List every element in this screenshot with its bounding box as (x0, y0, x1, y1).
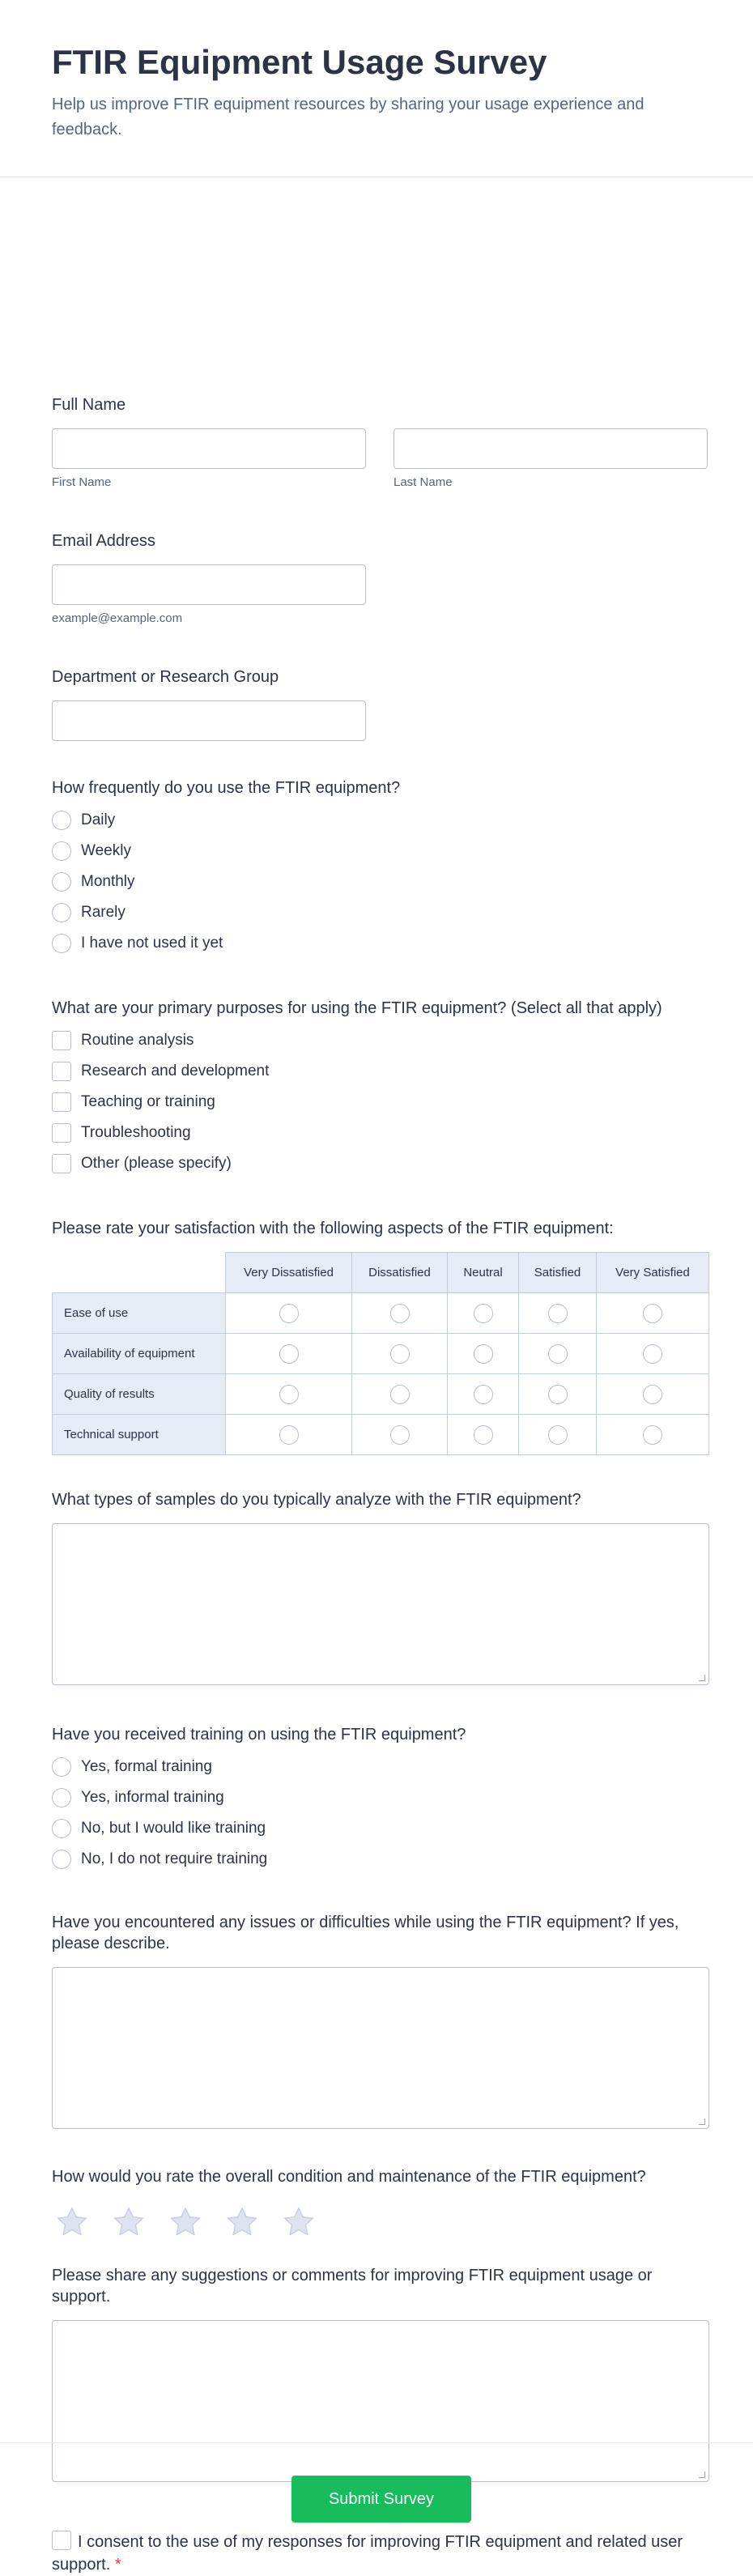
matrix-row-label: Ease of use (53, 1293, 226, 1334)
star-icon[interactable] (279, 2202, 319, 2242)
radio-button[interactable] (52, 1788, 71, 1807)
matrix-corner (53, 1253, 226, 1293)
resize-handle-icon[interactable] (699, 1675, 705, 1681)
issues-label: Have you encountered any issues or difficulties while using the FTIR equipment? If yes, please describe. (52, 1914, 679, 1952)
matrix-column-header: Neutral (448, 1253, 519, 1293)
matrix-radio[interactable] (279, 1385, 299, 1404)
radio-button[interactable] (52, 1757, 71, 1777)
full-name-label: Full Name (52, 396, 126, 414)
matrix-radio[interactable] (279, 1344, 299, 1364)
training-option-informal[interactable]: Yes, informal training (52, 1782, 709, 1813)
checkbox[interactable] (52, 1123, 71, 1143)
matrix-radio[interactable] (474, 1385, 493, 1404)
matrix-radio[interactable] (279, 1425, 299, 1445)
email-question (52, 530, 709, 625)
form-footer (0, 2442, 753, 2563)
radio-button[interactable] (52, 841, 71, 861)
matrix-row (53, 1415, 709, 1455)
matrix-row (53, 1334, 709, 1374)
frequency-option-not-used[interactable]: I have not used it yet (52, 928, 709, 959)
radio-button[interactable] (52, 811, 71, 830)
purposes-label: What are your primary purposes for using the FTIR equipment? (Select all that apply) (52, 999, 662, 1017)
star-icon[interactable] (108, 2202, 149, 2242)
checkbox[interactable] (52, 1062, 71, 1081)
email-input[interactable] (52, 564, 366, 605)
matrix-radio[interactable] (279, 1304, 299, 1323)
purpose-option-research[interactable]: Research and development (52, 1056, 709, 1087)
submit-button[interactable]: Submit Survey (291, 2476, 471, 2523)
last-name-sublabel: Last Name (394, 475, 453, 489)
form-description: Help us improve FTIR equipment resources by sharing your usage experience and feedback. (52, 96, 645, 138)
matrix-radio[interactable] (474, 1304, 493, 1323)
full-name-question (52, 394, 709, 489)
matrix-radio[interactable] (548, 1304, 568, 1323)
issues-textarea[interactable] (52, 1967, 709, 2129)
star-icon[interactable] (52, 2202, 92, 2242)
purpose-option-troubleshooting[interactable]: Troubleshooting (52, 1118, 709, 1148)
purposes-options (52, 1025, 709, 1179)
email-label: Email Address (52, 532, 155, 550)
department-question (52, 666, 709, 741)
first-name-input[interactable] (52, 428, 366, 469)
frequency-question (52, 777, 709, 959)
consent-label: I consent to the use of my responses for improving FTIR equipment and related user support. (52, 2533, 683, 2574)
matrix-radio[interactable] (474, 1425, 493, 1445)
satisfaction-matrix (52, 1252, 709, 1455)
radio-button[interactable] (52, 872, 71, 892)
required-mark: * (114, 2556, 121, 2574)
satisfaction-label: Please rate your satisfaction with the following aspects of the FTIR equipment: (52, 1220, 614, 1237)
training-options (52, 1752, 709, 1875)
checkbox[interactable] (52, 1092, 71, 1112)
frequency-option-daily[interactable]: Daily (52, 805, 709, 836)
last-name-input[interactable] (394, 428, 708, 469)
purpose-option-teaching[interactable]: Teaching or training (52, 1087, 709, 1118)
radio-button[interactable] (52, 1819, 71, 1838)
samples-question (52, 1489, 709, 1685)
suggestions-label: Please share any suggestions or comments for improving FTIR equipment usage or support. (52, 2267, 653, 2306)
matrix-radio[interactable] (474, 1344, 493, 1364)
department-label: Department or Research Group (52, 668, 279, 686)
frequency-options (52, 805, 709, 959)
email-sublabel: example@example.com (52, 611, 183, 625)
form-header (0, 0, 753, 177)
matrix-radio[interactable] (643, 1304, 662, 1323)
purpose-option-routine[interactable]: Routine analysis (52, 1025, 709, 1056)
training-option-not-require[interactable]: No, I do not require training (52, 1844, 709, 1875)
star-rating (52, 2202, 709, 2242)
star-icon[interactable] (165, 2202, 206, 2242)
satisfaction-question (52, 1218, 709, 1455)
condition-question (52, 2166, 709, 2242)
purpose-option-other[interactable]: Other (please specify) (52, 1148, 709, 1179)
form-title: FTIR Equipment Usage Survey (52, 43, 547, 81)
training-option-formal[interactable]: Yes, formal training (52, 1752, 709, 1782)
matrix-row-label: Availability of equipment (53, 1334, 226, 1374)
matrix-radio[interactable] (390, 1304, 410, 1323)
training-label: Have you received training on using the FTIR equipment? (52, 1726, 466, 1744)
frequency-option-rarely[interactable]: Rarely (52, 897, 709, 928)
samples-textarea[interactable] (52, 1523, 709, 1685)
checkbox[interactable] (52, 1154, 71, 1173)
matrix-radio[interactable] (390, 1385, 410, 1404)
matrix-radio[interactable] (390, 1425, 410, 1445)
frequency-option-weekly[interactable]: Weekly (52, 836, 709, 866)
matrix-radio[interactable] (390, 1344, 410, 1364)
frequency-label: How frequently do you use the FTIR equipment? (52, 779, 401, 797)
issues-question (52, 1912, 709, 2129)
checkbox[interactable] (52, 1031, 71, 1050)
matrix-column-header: Dissatisfied (352, 1253, 448, 1293)
training-option-would-like[interactable]: No, but I would like training (52, 1813, 709, 1844)
frequency-option-monthly[interactable]: Monthly (52, 866, 709, 897)
resize-handle-icon[interactable] (699, 2118, 705, 2125)
matrix-column-header: Very Satisfied (597, 1253, 709, 1293)
training-question (52, 1724, 709, 1875)
matrix-row-label: Technical support (53, 1415, 226, 1455)
matrix-radio[interactable] (643, 1385, 662, 1404)
purposes-question (52, 998, 709, 1179)
matrix-row (53, 1374, 709, 1415)
first-name-sublabel: First Name (52, 475, 112, 489)
star-icon[interactable] (222, 2202, 262, 2242)
matrix-radio[interactable] (548, 1425, 568, 1445)
matrix-column-header: Very Dissatisfied (226, 1253, 352, 1293)
matrix-radio[interactable] (548, 1344, 568, 1364)
radio-button[interactable] (52, 934, 71, 953)
samples-label: What types of samples do you typically analyze with the FTIR equipment? (52, 1491, 581, 1509)
matrix-row-label: Quality of results (53, 1374, 226, 1415)
matrix-radio[interactable] (548, 1385, 568, 1404)
matrix-radio[interactable] (643, 1425, 662, 1445)
matrix-row (53, 1293, 709, 1334)
matrix-radio[interactable] (643, 1344, 662, 1364)
radio-button[interactable] (52, 1850, 71, 1869)
radio-button[interactable] (52, 903, 71, 922)
matrix-column-header: Satisfied (519, 1253, 597, 1293)
department-input[interactable] (52, 700, 366, 741)
condition-label: How would you rate the overall condition and maintenance of the FTIR equipment? (52, 2168, 646, 2186)
